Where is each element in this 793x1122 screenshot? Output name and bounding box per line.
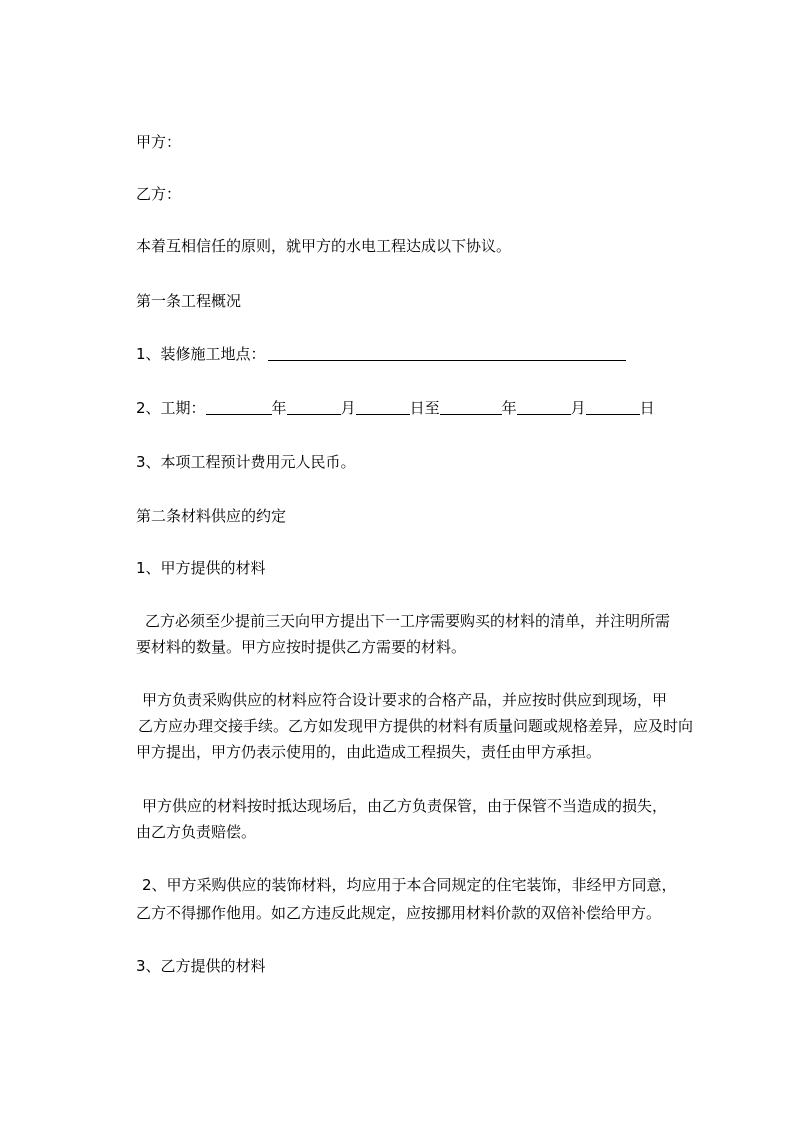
start-month-text: 月 — [340, 399, 356, 417]
site-location-label: 1、装修施工地点： — [136, 345, 266, 363]
start-day-to-text: 日至 — [409, 399, 440, 417]
paragraph2-line2: 乙方应办理交接手续。乙方如发现甲方提供的材料有质量问题或规格差异，应及时向 — [138, 717, 694, 735]
start-month-blank — [287, 398, 341, 415]
paragraph4-line2: 乙方不得挪作他用。如乙方违反此规定，应按挪用材料价款的双倍补偿给甲方。 — [136, 904, 662, 922]
start-day-blank — [356, 398, 410, 415]
paragraph3-line1: 甲方供应的材料按时抵达现场后，由乙方负责保管，由于保管不当造成的损失， — [142, 797, 668, 815]
end-year-blank — [440, 398, 502, 415]
paragraph4-line1: 2、甲方采购供应的装饰材料，均应用于本合同规定的住宅装饰，非经甲方同意， — [142, 876, 677, 894]
site-location-blank — [268, 344, 626, 361]
construction-period-line — [136, 397, 655, 419]
site-location-line — [136, 343, 626, 365]
party-b-materials-heading: 3、乙方提供的材料 — [136, 957, 266, 975]
party-a-line: 甲方： — [136, 133, 182, 151]
article2-title: 第二条材料供应的约定 — [136, 507, 287, 525]
estimated-cost-line: 3、本项工程预计费用元人民币。 — [136, 453, 356, 471]
end-day-blank — [586, 398, 640, 415]
intro-paragraph: 本着互相信任的原则，就甲方的水电工程达成以下协议。 — [136, 237, 512, 255]
start-year-blank — [206, 398, 272, 415]
end-year-text: 年 — [501, 399, 517, 417]
party-a-materials-heading: 1、甲方提供的材料 — [136, 559, 266, 577]
paragraph2-line1: 甲方负责采购供应的材料应符合设计要求的合格产品，并应按时供应到现场，甲 — [142, 691, 668, 709]
period-label: 2、工期： — [136, 399, 206, 417]
end-day-text: 日 — [639, 399, 655, 417]
paragraph3-line2: 由乙方负责赔偿。 — [136, 823, 257, 841]
party-b-line: 乙方： — [136, 185, 182, 203]
end-month-blank — [517, 398, 571, 415]
paragraph1-line2: 要材料的数量。甲方应按时提供乙方需要的材料。 — [136, 638, 467, 656]
end-month-text: 月 — [570, 399, 586, 417]
paragraph1-line1: 乙方必须至少提前三天向甲方提出下一工序需要购买的材料的清单，并注明所需 — [145, 612, 671, 630]
start-year-text: 年 — [271, 399, 287, 417]
paragraph2-line3: 甲方提出，甲方仍表示使用的，由此造成工程损失，责任由甲方承担。 — [136, 743, 602, 761]
article1-title: 第一条工程概况 — [136, 292, 242, 310]
